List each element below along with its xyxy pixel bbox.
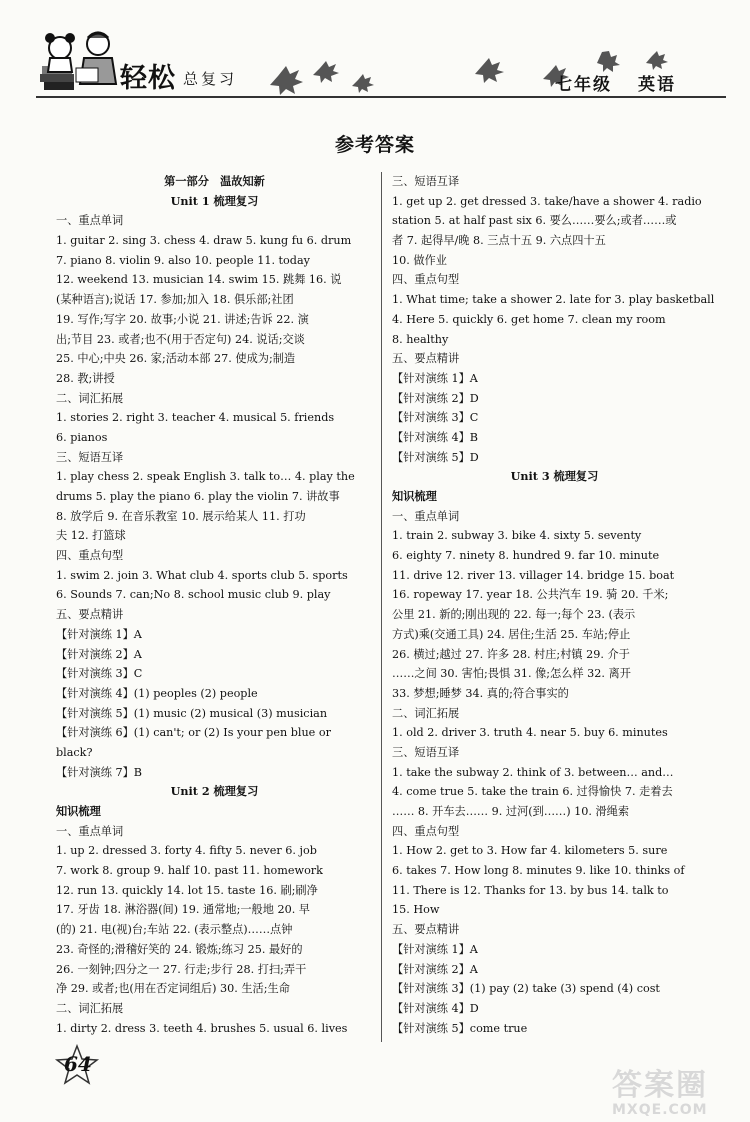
answer-line: 二、词汇拓展 — [56, 391, 124, 405]
answer-line: 7. piano 8. violin 9. also 10. people 11. today — [56, 253, 310, 267]
answer-line: 一、重点单词 — [56, 214, 124, 228]
answer-line: 【针对演练 4】D — [392, 1001, 479, 1015]
right-column — [392, 172, 717, 1038]
left-column — [56, 172, 373, 1038]
banner-title: 轻松 — [120, 63, 176, 94]
answer-line: 五、要点精讲 — [392, 923, 460, 937]
answer-line: 1. train 2. subway 3. bike 4. sixty 5. seventy — [392, 529, 642, 543]
answer-line: 1. take the subway 2. think of 3. between… and… — [392, 765, 674, 779]
answer-line: drums 5. play the piano 6. play the violin 7. 讲故事 — [56, 490, 340, 503]
answer-line: 三、短语互译 — [392, 745, 460, 759]
answer-line: 1. How 2. get to 3. How far 4. kilometers 5. sure — [392, 844, 668, 858]
answer-line: 【针对演练 3】(1) pay (2) take (3) spend (4) cost — [392, 982, 660, 996]
answer-line: 四、重点句型 — [392, 824, 460, 838]
answer-line: 【针对演练 7】B — [56, 765, 143, 779]
answer-line: 公里 21. 新的;刚出现的 22. 每一;每个 23. (表示 — [392, 608, 636, 622]
answer-line: 【针对演练 3】C — [392, 411, 479, 425]
answer-line: 第一部分 温故知新 — [164, 174, 265, 188]
answer-line: 五、要点精讲 — [392, 352, 460, 366]
answer-line: 25. 中心;中央 26. 家;活动本部 27. 使成为;制造 — [56, 352, 296, 366]
answer-line: 33. 梦想;睡梦 34. 真的;符合事实的 — [392, 686, 569, 700]
answer-line: 1. swim 2. join 3. What club 4. sports club 5. sports — [56, 568, 348, 582]
answer-line: 【针对演练 1】A — [56, 627, 142, 641]
answer-line: 16. ropeway 17. year 18. 公共汽车 19. 骑 20. 千米; — [392, 588, 669, 602]
answer-line: 10. 做作业 — [392, 253, 447, 267]
answer-line: 【针对演练 4】B — [392, 430, 479, 444]
answer-line: 8. 放学后 9. 在音乐教室 10. 展示给某人 11. 打功 — [56, 509, 306, 523]
answer-line: 8. healthy — [392, 332, 449, 346]
answer-line: 1. old 2. driver 3. truth 4. near 5. buy 6. minutes — [392, 726, 668, 740]
answer-line: 11. drive 12. river 13. villager 14. bridge 15. boat — [392, 568, 675, 582]
answer-line: 1. up 2. dressed 3. forty 4. fifty 5. never 6. job — [56, 844, 317, 858]
answer-line: black? — [56, 745, 93, 759]
answer-line: 【针对演练 5】(1) music (2) musical (3) musician — [56, 706, 328, 720]
answer-line: 4. come true 5. take the train 6. 过得愉快 7. 走着去 — [392, 785, 673, 799]
answer-line: 1. stories 2. right 3. teacher 4. musical 5. friends — [56, 411, 335, 425]
answer-line: 一、重点单词 — [56, 824, 124, 838]
grade-label: 七年级 — [555, 75, 612, 95]
answer-line: …… 8. 开车去…… 9. 过河(到……) 10. 滑绳索 — [392, 805, 630, 818]
answer-line: 知识梳理 — [56, 804, 101, 818]
answer-line: 1. What time; take a shower 2. late for 3. play basketball — [392, 293, 715, 307]
answer-line: 17. 牙齿 18. 淋浴器(间) 19. 通常地;一般地 20. 早 — [56, 903, 310, 917]
answer-line: 方式)乘(交通工具) 24. 居住;生活 25. 车站;停止 — [392, 627, 631, 641]
answer-line: 28. 教;讲授 — [56, 371, 115, 385]
column-divider — [381, 172, 382, 1042]
answer-line: Unit 1 梳理复习 — [170, 193, 259, 208]
answer-line: 23. 奇怪的;滑稽好笑的 24. 锻炼;练习 25. 最好的 — [56, 942, 303, 956]
answer-line: 【针对演练 5】D — [392, 450, 479, 464]
answer-line: 四、重点句型 — [56, 549, 124, 563]
answer-line: 一、重点单词 — [392, 509, 460, 523]
answer-line: 二、词汇拓展 — [392, 706, 460, 720]
answer-line: 【针对演练 1】A — [392, 942, 478, 956]
answer-line: 净 29. 或者;也(用在否定词组后) 30. 生活;生命 — [56, 982, 290, 996]
answer-line: ……之间 30. 害怕;畏惧 31. 像;怎么样 32. 离开 — [392, 667, 631, 681]
answer-line: 知识梳理 — [392, 489, 437, 503]
answer-line: 12. run 13. quickly 14. lot 15. taste 16. 刷;刷净 — [56, 883, 318, 897]
answer-line: 三、短语互译 — [392, 175, 460, 188]
answer-line: 【针对演练 4】(1) peoples (2) people — [56, 686, 258, 700]
answer-line: 二、词汇拓展 — [56, 1001, 124, 1015]
answer-line: Unit 3 梳理复习 — [510, 469, 599, 484]
answer-line: 1. guitar 2. sing 3. chess 4. draw 5. kung fu 6. drum — [56, 234, 352, 248]
answer-line: 夫 12. 打篮球 — [56, 529, 126, 543]
banner-subtitle: 总复习 — [183, 70, 238, 88]
answer-line: 【针对演练 6】(1) can't; or (2) Is your pen blue or — [56, 726, 331, 740]
answer-line: 15. How — [392, 903, 440, 917]
answer-line: 1. dirty 2. dress 3. teeth 4. brushes 5. usual 6. lives — [56, 1021, 348, 1035]
subject-label: 英语 — [638, 75, 676, 95]
answer-line: 12. weekend 13. musician 14. swim 15. 跳舞 16. 说 — [56, 273, 342, 287]
watermark-bottom: MXQE.COM — [612, 1102, 708, 1118]
answer-line: 1. play chess 2. speak English 3. talk to… 4. play the — [56, 470, 355, 484]
page-title: 参考答案 — [334, 134, 415, 156]
kids-reading-illustration — [36, 28, 122, 96]
answer-line: 6. pianos — [56, 430, 108, 444]
answer-line: 三、短语互译 — [56, 450, 124, 464]
watermark-top: 答案圈 — [612, 1068, 708, 1103]
answer-line: 6. takes 7. How long 8. minutes 9. like 10. thinks of — [392, 864, 685, 878]
answer-line: 26. 一刻钟;四分之一 27. 行走;步行 28. 打扫;弄干 — [56, 962, 307, 976]
answer-line: 出;节目 23. 或者;也不(用于否定句) 24. 说话;交谈 — [56, 332, 305, 346]
answer-line: (的) 21. 电(视)台;车站 22. (表示整点)……点钟 — [56, 923, 293, 937]
answer-line: (某种语言);说话 17. 参加;加入 18. 俱乐部;社团 — [56, 293, 294, 307]
answer-line: 【针对演练 2】A — [56, 647, 142, 661]
answer-line: 11. There is 12. Thanks for 13. by bus 14. talk to — [392, 883, 669, 897]
answer-line: 4. Here 5. quickly 6. get home 7. clean my room — [392, 312, 666, 326]
answer-line: 1. get up 2. get dressed 3. take/have a shower 4. radio — [392, 194, 702, 208]
answer-line: 【针对演练 2】D — [392, 391, 479, 405]
answer-line: 四、重点句型 — [392, 273, 460, 287]
answer-line: 19. 写作;写字 20. 故事;小说 21. 讲述;告诉 22. 演 — [56, 312, 309, 326]
answer-line: 者 7. 起得早/晚 8. 三点十五 9. 六点四十五 — [392, 234, 606, 248]
answer-line: 26. 横过;越过 27. 许多 28. 村庄;村镇 29. 介于 — [392, 647, 630, 661]
watermark — [612, 1060, 742, 1120]
answer-line: 【针对演练 1】A — [392, 371, 478, 385]
answer-line: 7. work 8. group 9. half 10. past 11. homework — [56, 864, 323, 878]
answer-line: 【针对演练 5】come true — [392, 1021, 528, 1035]
answer-line: 五、要点精讲 — [56, 608, 124, 622]
answer-line: 【针对演练 2】A — [392, 962, 478, 976]
page-number: 64 — [64, 1052, 92, 1076]
answer-line: Unit 2 梳理复习 — [170, 784, 259, 799]
answer-line: 【针对演练 3】C — [56, 667, 143, 681]
answer-line: station 5. at half past six 6. 要么……要么;或者……或 — [392, 214, 677, 228]
page-header — [0, 0, 750, 118]
header-divider — [36, 96, 726, 98]
answer-line: 6. eighty 7. ninety 8. hundred 9. far 10. minute — [392, 549, 660, 563]
answer-line: 6. Sounds 7. can;No 8. school music club 9. play — [56, 588, 331, 602]
